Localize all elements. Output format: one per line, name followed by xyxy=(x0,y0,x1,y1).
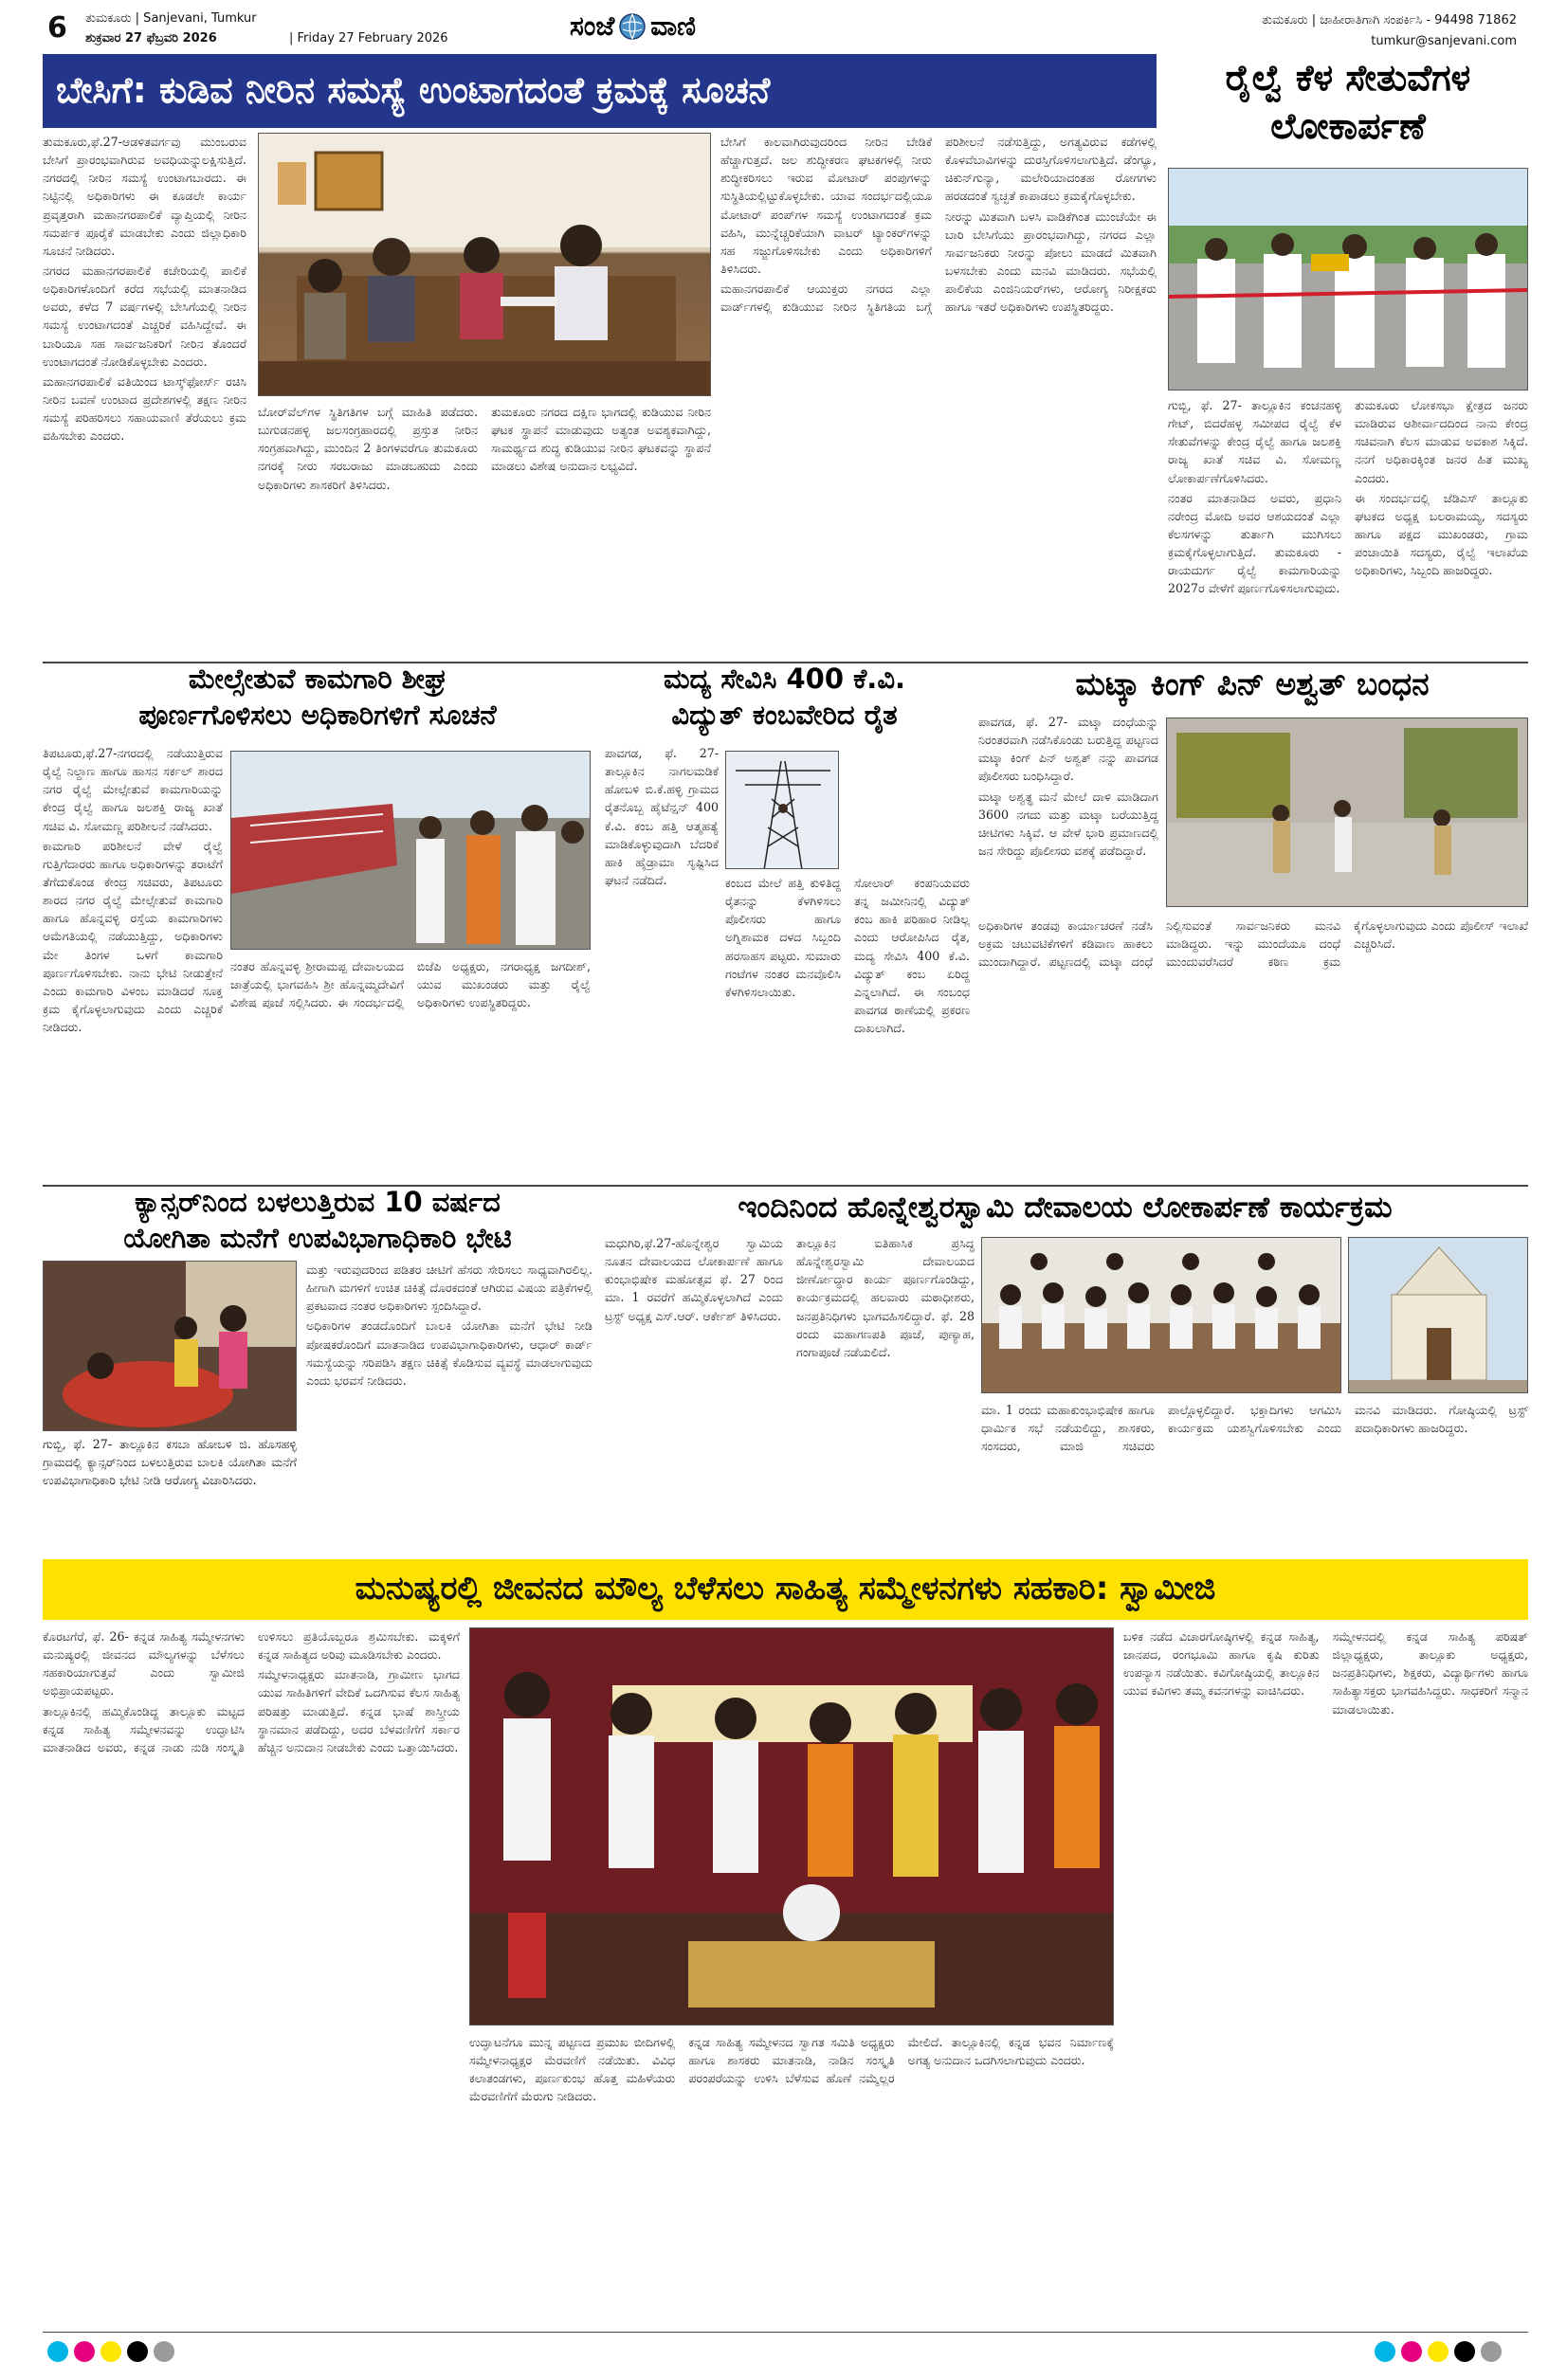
water-para: ಬೇಸಿಗೆ ಕಾಲವಾಗಿರುವುದರಿಂದ ನೀರಿನ ಬೇಡಿಕೆ ಹೆಚ್ಚಾಗುತ್ತದೆ. ಜಲ ಶುದ್ಧೀಕರಣ ಘಟಕಗಳಲ್ಲಿ ನೀರು ಶುದ್ಧೀಕರಿಸಲು ಇರುವ ಮೋಟಾರ್ ಪಂಪುಗಳನ್ನು ಸುಸ್ಥಿತಿಯಲ್ಲಿಟ್ಟುಕೊಳ್ಳಬೇಕು. ಯಾವ ಸಂದರ್ಭದಲ್ಲಿಯೂ ಮೋಟಾರ್ ಪಂಪ್‌ಗಳ ಸಮಸ್ಯೆ ಉಂಟಾಗದಂತೆ ಕ್ರಮ ವಹಿಸಿ, ಮುನ್ನೆಚ್ಚರಿಕೆಯಾಗಿ ವಾಟರ್ ಟ್ಯಾಂಕರ್‌ಗಳನ್ನು ಸಹ ಸಜ್ಜುಗೊಳಿಸಬೇಕು ಎಂದು ಅಧಿಕಾರಿಗಳಿಗೆ ತಿಳಿಸಿದರು. xyxy=(720,135,932,276)
date-kannada: ಶುಕ್ರವಾರ 27 ಫೆಬ್ರವರಿ 2026 xyxy=(85,31,217,45)
water-para: ಮಹಾನಗರಪಾಲಿಕೆ ಆಯುಕ್ತರು ನಗರದ ಎಲ್ಲಾ ವಾರ್ಡ್‌ಗಳಲ್ಲಿ ಕುಡಿಯುವ ನೀರಿನ ಸ್ಥಿತಿಗತಿಯ ಬಗ್ಗೆ ಪರಿಶೀಲನೆ ನಡೆಸುತ್ತಿದ್ದು, ಅಗತ್ಯವಿರುವ ಕಡೆಗಳಲ್ಲಿ ಕೊಳವೆಬಾವಿಗಳನ್ನು ದುರಸ್ತಿಗೊಳಿಸಲಾಗುತ್ತಿದೆ. ಡೆಂಗ್ಯೂ, ಚಿಕುನ್‌ಗುನ್ಯಾ, ಮಲೇರಿಯಾದಂತಹ ರೋಗಗಳು ಹರಡದಂತೆ ಸ್ವಚ್ಛತೆ ಕಾಪಾಡಲು ಕ್ರಮಕೈಗೊಳ್ಳಬೇಕು. xyxy=(720,135,1157,315)
sahitya-para: ಸಮ್ಮೇಳನಾಧ್ಯಕ್ಷರು ಮಾತನಾಡಿ, ಗ್ರಾಮೀಣ ಭಾಗದ ಯುವ ಸಾಹಿತಿಗಳಿಗೆ ವೇದಿಕೆ ಒದಗಿಸುವ ಕೆಲಸ ಸಾಹಿತ್ಯ ಪರಿಷತ್ತು ಮಾಡುತ್ತಿದೆ. ಕನ್ನಡ ಭಾಷೆ ಶಾಸ್ತ್ರೀಯ ಸ್ಥಾನಮಾನ ಪಡೆದಿದ್ದು, ಅದರ ಬೆಳವಣಿಗೆಗೆ ಸರ್ಕಾರ ಹೆಚ್ಚಿನ ಅನುದಾನ ನೀಡಬೇಕು ಎಂದು ಒತ್ತಾಯಿಸಿದರು. xyxy=(258,1667,460,1754)
cancer-para: ಮತ್ತು ಇರುವುದರಿಂದ ಪಡಿತರ ಚೀಟಿಗೆ ಹೆಸರು ಸೇರಿಸಲು ಸಾಧ್ಯವಾಗಿರಲಿಲ್ಲ. ಹೀಗಾಗಿ ಮಗಳಿಗೆ ಉಚಿತ ಚಿಕಿತ್ಸೆ ದೊರಕದಂತೆ ಆಗಿರುವ ವಿಷಯ ಪತ್ರಿಕೆಗಳಲ್ಲಿ ಪ್ರಕಟವಾದ ನಂತರ ಅಧಿಕಾರಿಗಳು ಸ್ಪಂದಿಸಿದ್ದಾರೆ. xyxy=(306,1263,592,1314)
sahitya-para: ಉದ್ಘಾಟನೆಗೂ ಮುನ್ನ ಪಟ್ಟಣದ ಪ್ರಮುಖ ಬೀದಿಗಳಲ್ಲಿ ಸಮ್ಮೇಳನಾಧ್ಯಕ್ಷರ ಮೆರವಣಿಗೆ ನಡೆಯಿತು. ವಿವಿಧ ಕಲಾತಂಡಗಳು, ಪೂರ್ಣಕುಂಭ ಹೊತ್ತ ಮಹಿಳೆಯರು ಮೆರವಣಿಗೆಗೆ ಮೆರುಗು ನೀಡಿದರು. xyxy=(469,2035,676,2104)
globe-icon xyxy=(618,12,647,41)
water-meeting-photo xyxy=(258,133,711,396)
electric-body-2 xyxy=(725,874,970,1180)
cancer-headline-2: ಯೋಗಿತಾ ಮನೆಗೆ ಉಪವಿಭಾಗಾಧಿಕಾರಿ ಭೇಟಿ xyxy=(123,1222,512,1254)
temple-headline: ಇಂದಿನಿಂದ ಹೊನ್ನೇಶ್ವರಸ್ವಾಮಿ ದೇವಾಲಯ ಲೋಕಾರ್ಪಣೆ ಕಾರ್ಯಕ್ರಮ xyxy=(738,1190,1393,1225)
flyover-para: ಕಾಮಗಾರಿ ಪರಿಶೀಲನೆ ವೇಳೆ ರೈಲ್ವೆ ಗುತ್ತಿಗೆದಾರರು ಹಾಗೂ ಅಧಿಕಾರಿಗಳನ್ನು ತರಾಟೆಗೆ ತೆಗೆದುಕೊಂಡ ಕೇಂದ್ರ ಸಚಿವರು, ತಿಪಟೂರು ಶಾರದ ನಗರ ರೈಲ್ವೆ ಮೇಲ್ಸೇತುವೆ ಕಾಮಗಾರಿ ಹಾಗೂ ಹೊನ್ನವಳ್ಳಿ ರಸ್ತೆಯ ಕಾಮಗಾರಿಗಳು ಆಮೆಗತಿಯಲ್ಲಿ ನಡೆಯುತ್ತಿದ್ದು, ಅಧಿಕಾರಿಗಳು ಮೇ ತಿಂಗಳ ಒಳಗೆ ಕಾಮಗಾರಿ ಪೂರ್ಣಗೊಳಿಸಬೇಕು. ನಾನು ಭೇಟಿ ನೀಡುತ್ತೇನೆ ಎಂದು ಕಾಮಗಾರಿ ವಿಳಂಬ ಮಾಡಿದರೆ ಸೂಕ್ತ ಕ್ರಮ ಕೈಗೊಳ್ಳಲಾಗುವುದು ಎಂದು ಎಚ್ಚರಿಕೆ ನೀಡಿದರು. xyxy=(43,838,223,1035)
footer-divider xyxy=(43,2332,1528,2333)
water-headline: ಬೇಸಿಗೆ: ಕುಡಿವ ನೀರಿನ ಸಮಸ್ಯೆ ಉಂಟಾಗದಂತೆ ಕ್ರಮಕ್ಕೆ ಸೂಚನೆ xyxy=(56,69,771,112)
water-body-left xyxy=(43,133,246,659)
water-body-right xyxy=(720,133,1157,659)
cancer-para: ಅಧಿಕಾರಿಗಳ ತಂಡದೊಂದಿಗೆ ಬಾಲಕಿ ಯೋಗಿತಾ ಮನೆಗೆ ಭೇಟಿ ನೀಡಿ ಪೋಷಕರೊಂದಿಗೆ ಮಾತನಾಡಿದ ಉಪವಿಭಾಗಾಧಿಕಾರಿಗಳು, ಆಧಾರ್ ಕಾರ್ಡ್ ಸಮಸ್ಯೆಯನ್ನು ಸರಿಪಡಿಸಿ ತಕ್ಷಣ ಚಿಕಿತ್ಸೆ ಕೊಡಿಸುವ ವ್ಯವಸ್ಥೆ ಮಾಡಲಾಗುವುದು ಎಂದು ಭರವಸೆ ನೀಡಿದರು. xyxy=(306,1318,592,1388)
electric-para: ಕಂಬದ ಮೇಲೆ ಹತ್ತಿ ಕುಳಿತಿದ್ದ ರೈತನನ್ನು ಕೆಳಗಿಳಿಸಲು ಪೊಲೀಸರು ಹಾಗೂ ಅಗ್ನಿಶಾಮಕ ದಳದ ಸಿಬ್ಬಂದಿ ಹರಸಾಹಸ ಪಟ್ಟರು. ಸುಮಾರು ಗಂಟೆಗಳ ನಂತರ ಮನವೊಲಿಸಿ ಕೆಳಗಿಳಿಸಲಾಯಿತು. xyxy=(725,876,841,999)
temple-para: ತಾಲ್ಲೂಕಿನ ಐತಿಹಾಸಿಕ ಪ್ರಸಿದ್ಧ ಹೊನ್ನೇಶ್ವರಸ್ವಾಮಿ ದೇವಾಲಯದ ಜೀರ್ಣೋದ್ಧಾರ ಕಾರ್ಯ ಪೂರ್ಣಗೊಂಡಿದ್ದು, ಕಾರ್ಯಕ್ರಮದಲ್ಲಿ ಹಲವಾರು ಮಠಾಧೀಶರು, ಜನಪ್ರತಿನಿಧಿಗಳು ಭಾಗವಹಿಸಲಿದ್ದಾರೆ. ಫೆ. 28 ರಂದು ಮಹಾಗಣಪತಿ ಪೂಜೆ, ಪುಣ್ಯಾಹ, ಗಂಗಾಪೂಜೆ ನಡೆಯಲಿದೆ. xyxy=(796,1236,975,1359)
temple-building-photo xyxy=(1348,1237,1528,1393)
color-registration-marks xyxy=(1375,2341,1526,2370)
logo-text-left: ಸಂಜೆ xyxy=(570,10,615,42)
water-para: ನೀರನ್ನು ಮಿತವಾಗಿ ಬಳಸಿ ವಾಡಿಕೆಗಿಂತ ಮುಂಚೆಯೇ ಈ ಬಾರಿ ಬೇಸಿಗೆಯು ಪ್ರಾರಂಭವಾಗಿದ್ದು, ನಗರದ ಎಲ್ಲಾ ಸಾರ್ವಜನಿಕರು ನೀರನ್ನು ಪೋಲು ಮಾಡದೆ ಮಿತವಾಗಿ ಬಳಸಬೇಕು ಎಂದು ಮನವಿ ಮಾಡಿದರು. ಸಭೆಯಲ್ಲಿ ಪಾಲಿಕೆಯ ಎಂಜಿನಿಯರ್‌ಗಳು, ಆರೋಗ್ಯ ನಿರೀಕ್ಷಕರು ಹಾಗೂ ಇತರೆ ಅಧಿಕಾರಿಗಳು ಉಪಸ್ಥಿತರಿದ್ದರು. xyxy=(945,209,1157,315)
matka-headline: ಮಟ್ಕಾ ಕಿಂಗ್ ಪಿನ್ ಅಶ್ವತ್ ಬಂಧನ xyxy=(1075,665,1430,702)
flyover-headline-2: ಪೂರ್ಣಗೊಳಿಸಲು ಅಧಿಕಾರಿಗಳಿಗೆ ಸೂಚನೆ xyxy=(138,699,497,731)
sahitya-body-right xyxy=(1123,1627,1528,2324)
railway-inauguration-photo xyxy=(1168,168,1528,391)
railway-para: ತುಮಕೂರು ಲೋಕಸಭಾ ಕ್ಷೇತ್ರದ ಜನರು ಮಾಡಿರುವ ಆಶೀರ್ವಾದದಿಂದ ನಾನು ಕೇಂದ್ರ ಸಚಿವನಾಗಿ ಕೆಲಸ ಮಾಡುವ ಅವಕಾಶ ಸಿಕ್ಕಿದೆ. ನನಗೆ ಅಧಿಕಾರಕ್ಕಿಂತ ಜನರ ಹಿತ ಮುಖ್ಯ ಎಂದರು. xyxy=(1355,398,1528,485)
flyover-headline-1: ಮೇಲ್ಸೇತುವೆ ಕಾಮಗಾರಿ ಶೀಘ್ರ xyxy=(188,663,447,695)
water-para: ತುಮಕೂರು ನಗರದ ದಕ್ಷಿಣ ಭಾಗದಲ್ಲಿ ಕುಡಿಯುವ ನೀರಿನ ಘಟಕ ಸ್ಥಾಪನೆ ಮಾಡುವುದು ಅತ್ಯಂತ ಅವಶ್ಯಕವಾಗಿದ್ದು, ಸಾಮರ್ಥ್ಯದ ಶುದ್ಧ ಕುಡಿಯುವ ನೀರಿನ ಘಟಕವನ್ನು ಸ್ಥಾಪನೆ ಮಾಡಲು ವಿಶೇಷ ಅನುದಾನ ಲಭ್ಯವಿದೆ. xyxy=(491,405,711,474)
sahitya-para: ಬಳಿಕ ನಡೆದ ವಿಚಾರಗೋಷ್ಠಿಗಳಲ್ಲಿ ಕನ್ನಡ ಸಾಹಿತ್ಯ, ಜಾನಪದ, ರಂಗಭೂಮಿ ಹಾಗೂ ಕೃಷಿ ಕುರಿತು ಉಪನ್ಯಾಸ ನಡೆಯಿತು. ಕವಿಗೋಷ್ಠಿಯಲ್ಲಿ ತಾಲ್ಲೂಕಿನ ಯುವ ಕವಿಗಳು ತಮ್ಮ ಕವನಗಳನ್ನು ವಾಚಿಸಿದರು. xyxy=(1123,1629,1320,1699)
railway-headline: ರೈಲ್ವೆ ಕೆಳ ಸೇತುವೆಗಳ ಲೋಕಾರ್ಪಣೆ xyxy=(1225,57,1471,148)
flyover-para: ತಿಪಟೂರು,ಫೆ.27-ನಗರದಲ್ಲಿ ನಡೆಯುತ್ತಿರುವ ರೈಲ್ವೆ ನಿಲ್ದಾಣ ಹಾಗೂ ಹಾಸನ ಸರ್ಕಲ್ ಶಾರದ ನಗರ ರೈಲ್ವೆ ಮೇಲ್ಸೇತುವೆ ಕಾಮಗಾರಿಯನ್ನು ಕೇಂದ್ರ ರೈಲ್ವೆ ಹಾಗೂ ಜಲಶಕ್ತಿ ರಾಜ್ಯ ಖಾತೆ ಸಚಿವ ವಿ. ಸೋಮಣ್ಣ ಪರಿಶೀಲನೆ ನಡೆಸಿದರು. xyxy=(43,746,223,833)
edition-label: ತುಮಕೂರು | Sanjevani, Tumkur xyxy=(85,11,257,26)
masthead-logo xyxy=(507,8,758,45)
water-headline-banner xyxy=(43,54,1157,128)
temple-para: ಮಾ. 1 ರಂದು ಮಹಾಕುಂಭಾಭಿಷೇಕ ಹಾಗೂ ಧಾರ್ಮಿಕ ಸಭೆ ನಡೆಯಲಿದ್ದು, ಶಾಸಕರು, ಸಂಸದರು, ಮಾಜಿ ಸಚಿವರು ಪಾಲ್ಗೊಳ್ಳಲಿದ್ದಾರೆ. ಭಕ್ತಾದಿಗಳು ಆಗಮಿಸಿ ಕಾರ್ಯಕ್ರಮ ಯಶಸ್ವಿಗೊಳಿಸಬೇಕು ಎಂದು ಮನವಿ ಮಾಡಿದರು. ಗೋಷ್ಠಿಯಲ್ಲಿ ಟ್ರಸ್ಟ್ ಪದಾಧಿಕಾರಿಗಳು ಹಾಜರಿದ್ದರು. xyxy=(981,1403,1528,1454)
logo-text-right: ವಾಣಿ xyxy=(650,10,696,42)
sahitya-body-mid xyxy=(469,2033,1114,2324)
electric-tower-photo xyxy=(725,751,839,869)
matka-para: ಪಾವಗಡ, ಫೆ. 27- ಮಟ್ಕಾ ದಂಧೆಯನ್ನು ನಿರಂತರವಾಗಿ ನಡೆಸಿಕೊಂಡು ಬರುತ್ತಿದ್ದ ಪಟ್ಟಣದ ಮಟ್ಕಾ ಕಿಂಗ್ ಪಿನ್ ಅಶ್ವತ್ ನನ್ನು ಪಾವಗಡ ಪೊಲೀಸರು ಬಂಧಿಸಿದ್ದಾರೆ. xyxy=(978,715,1158,784)
railway-body xyxy=(1168,396,1528,657)
sahitya-para: ತಾಲ್ಲೂಕಿನಲ್ಲಿ ಹಮ್ಮಿಕೊಂಡಿದ್ದ ತಾಲ್ಲೂಕು ಮಟ್ಟದ ಕನ್ನಡ ಸಾಹಿತ್ಯ ಸಮ್ಮೇಳನವನ್ನು ಉದ್ಘಾಟಿಸಿ ಮಾತನಾಡಿದ ಅವರು, ಕನ್ನಡ ನಾಡು ನುಡಿ ಸಂಸ್ಕೃತಿ ಉಳಿಸಲು ಪ್ರತಿಯೊಬ್ಬರೂ ಶ್ರಮಿಸಬೇಕು. ಮಕ್ಕಳಿಗೆ ಕನ್ನಡ ಸಾಹಿತ್ಯದ ಅರಿವು ಮೂಡಿಸಬೇಕು ಎಂದರು. xyxy=(43,1629,460,1754)
railway-para: ನಂತರ ಮಾತನಾಡಿದ ಅವರು, ಪ್ರಧಾನಿ ನರೇಂದ್ರ ಮೋದಿ ಅವರ ಆಶಯದಂತೆ ಎಲ್ಲಾ ಕೆಲಸಗಳನ್ನು ತುರ್ತಾಗಿ ಮುಗಿಸಲು ಕ್ರಮಕೈಗೊಳ್ಳಲಾಗುತ್ತಿದೆ. ತುಮಕೂರು - ರಾಯದುರ್ಗ ರೈಲ್ವೆ ಕಾಮಗಾರಿಯನ್ನು 2027ರ ವೇಳೆಗೆ ಪೂರ್ಣಗೊಳಿಸಲಾಗುವುದು. xyxy=(1168,490,1341,596)
water-body-mid xyxy=(258,403,711,659)
sahitya-para: ಕೊರಟಗೆರೆ, ಫೆ. 26- ಕನ್ನಡ ಸಾಹಿತ್ಯ ಸಮ್ಮೇಳನಗಳು ಮನುಷ್ಯರಲ್ಲಿ ಜೀವನದ ಮೌಲ್ಯಗಳನ್ನು ಬೆಳೆಸಲು ಸಹಕಾರಿಯಾಗುತ್ತವೆ ಎಂದು ಸ್ವಾಮೀಜಿ ಅಭಿಪ್ರಾಯಪಟ್ಟರು. xyxy=(43,1629,245,1699)
water-para: ಮಹಾನಗರಪಾಲಿಕೆ ವತಿಯಿಂದ ಟಾಸ್ಕ್‌ಫೋರ್ಸ್ ರಚಿಸಿ ನೀರಿನ ಬವಣೆ ಉಂಟಾದ ಪ್ರದೇಶಗಳಲ್ಲಿ ತಕ್ಷಣ ನೀರಿನ ಸಮಸ್ಯೆ ಪರಿಹರಿಸಲು ಸಹಾಯವಾಣಿ ತೆರೆಯಲು ಕ್ರಮ ವಹಿಸಬೇಕು ಎಂದರು. xyxy=(43,373,246,444)
water-para: ತುಮಕೂರು,ಫೆ.27-ಆಡಳಿತವರ್ಗವು ಮುಂಬರುವ ಬೇಸಿಗೆ ಪ್ರಾರಂಭವಾಗಿರುವ ಅವಧಿಯನ್ನುಲಕ್ಷಿಸುತ್ತಿದೆ. ನಗರದಲ್ಲಿ ನೀರಿನ ಸಮಸ್ಯೆ ಉಂಟಾಗಬಾರದು. ಈ ನಿಟ್ಟಿನಲ್ಲಿ ಅಧಿಕಾರಿಗಳು ಈ ಕೂಡಲೇ ಕಾರ್ಯ ಪ್ರವೃತ್ತರಾಗಿ ಮಹಾನಗರಪಾಲಿಕೆ ವ್ಯಾಪ್ತಿಯಲ್ಲಿ ನೀರಿನ ಸಮರ್ಪಕ ಪೂರೈಕೆ ಮಾಡಬೇಕು ಎಂದು ಜಿಲ್ಲಾಧಿಕಾರಿ ಸೂಚನೆ ನೀಡಿದರು. xyxy=(43,135,246,258)
matka-para: ಅಧಿಕಾರಿಗಳ ತಂಡವು ಕಾರ್ಯಾಚರಣೆ ನಡೆಸಿ ಅಕ್ರಮ ಚಟುವಟಿಕೆಗಳಿಗೆ ಕಡಿವಾಣ ಹಾಕಲು ಮುಂದಾಗಿದ್ದಾರೆ. ಪಟ್ಟಣದಲ್ಲಿ ಮಟ್ಕಾ ದಂಧೆ ನಿಲ್ಲಿಸುವಂತೆ ಸಾರ್ವಜನಿಕರು ಮನವಿ ಮಾಡಿದ್ದರು. ಇನ್ನು ಮುಂದೆಯೂ ದಂಧೆ ಮುಂದುವರೆಸಿದರೆ ಕಠಿಣ ಕ್ರಮ ಕೈಗೊಳ್ಳಲಾಗುವುದು ಎಂದು ಪೊಲೀಸ್ ಇಲಾಖೆ ಎಚ್ಚರಿಸಿದೆ. xyxy=(978,918,1528,970)
railway-para: ಗುಬ್ಬಿ, ಫೆ. 27- ತಾಲ್ಲೂಕಿನ ಕಂಚನಹಳ್ಳಿ ಗೇಟ್, ಬಿದರೆಹಳ್ಳ ಸಮೀಪದ ರೈಲ್ವೆ ಕೆಳ ಸೇತುವೆಗಳನ್ನು ಕೇಂದ್ರ ರೈಲ್ವೆ ಹಾಗೂ ಜಲಶಕ್ತಿ ರಾಜ್ಯ ಖಾತೆ ಸಚಿವ ವಿ. ಸೋಮಣ್ಣ ಲೋಕಾರ್ಪಣೆಗೊಳಿಸಿದರು. xyxy=(1168,398,1341,485)
matka-body-bottom xyxy=(978,917,1528,1180)
railway-para: ಈ ಸಂದರ್ಭದಲ್ಲಿ ಜೆಡಿಎಸ್ ತಾಲ್ಲೂಕು ಘಟಕದ ಅಧ್ಯಕ್ಷ ಬಲರಾಮಯ್ಯ, ಸದಸ್ಯರು ಹಾಗೂ ಪಕ್ಷದ ಮುಖಂಡರು, ಗ್ರಾಮ ಪಂಚಾಯಿತಿ ಸದಸ್ಯರು, ರೈಲ್ವೆ ಇಲಾಖೆಯ ಅಧಿಕಾರಿಗಳು, ಸಿಬ್ಬಂದಿ ಹಾಜರಿದ್ದರು. xyxy=(1355,490,1528,578)
temple-press-photo xyxy=(981,1237,1341,1393)
matka-street-photo xyxy=(1166,718,1528,907)
flyover-inspection-photo xyxy=(230,751,591,950)
matka-body-top xyxy=(978,713,1158,912)
temple-body-right xyxy=(981,1401,1528,1517)
cancer-photo-caption: ಗುಬ್ಬಿ, ಫೆ. 27- ತಾಲ್ಲೂಕಿನ ಕಸಬಾ ಹೋಬಳಿ ಜಿ. ಹೊಸಹಳ್ಳಿ ಗ್ರಾಮದಲ್ಲಿ ಕ್ಯಾನ್ಸರ್‌ನಿಂದ ಬಳಲುತ್ತಿರುವ ಬಾಲಕಿ ಯೋಗಿತಾ ಮನೆಗೆ ಉಪವಿಭಾಗಾಧಿಕಾರಿ ಭೇಟಿ ನೀಡಿ ಆರೋಗ್ಯ ವಿಚಾರಿಸಿದರು. xyxy=(43,1437,297,1487)
cancer-visit-photo xyxy=(43,1261,297,1431)
water-para: ನಗರದ ಮಹಾನಗರಪಾಲಿಕೆ ಕಚೇರಿಯಲ್ಲಿ ಪಾಲಿಕೆ ಅಧಿಕಾರಿಗಳೊಂದಿಗೆ ಕರೆದ ಸಭೆಯಲ್ಲಿ ಮಾತನಾಡಿದ ಅವರು, ಕಳೆದ 7 ವರ್ಷಗಳಲ್ಲಿ ಬೇಸಿಗೆಯಲ್ಲಿ ನೀರಿನ ಸಮಸ್ಯೆ ಉಂಟಾಗದಂತೆ ಎಚ್ಚರಿಕೆ ವಹಿಸಿದ್ದೇವೆ. ಈ ಬಾರಿಯೂ ಸಹ ಸಾರ್ವಜನಿಕರಿಗೆ ನೀರಿನ ತೊಂದರೆ ಉಂಟಾಗದಂತೆ ನೋಡಿಕೊಳ್ಳಬೇಕು ಎಂದರು. xyxy=(43,263,246,369)
flyover-para: ನಂತರ ಹೊನ್ನವಳ್ಳಿ ಶ್ರೀರಾಮಪ್ಪ ದೇವಾಲಯದ ಜಾತ್ರೆಯಲ್ಲಿ ಭಾಗವಹಿಸಿ ಶ್ರೀ ಹೊನ್ನಮ್ಮದೇವಿಗೆ ವಿಶೇಷ ಪೂಜೆ ಸಲ್ಲಿಸಿದರು. ಈ ಸಂದರ್ಭದಲ್ಲಿ ಬಿಜೆಪಿ ಅಧ್ಯಕ್ಷರು, ನಗರಾಧ್ಯಕ್ಷ ಜಗದೀಶ್, ಯುವ ಮುಖಂಡರು ಮತ್ತು ರೈಲ್ವೆ ಅಧಿಕಾರಿಗಳು ಉಪಸ್ಥಿತರಿದ್ದರು. xyxy=(230,959,591,1010)
sahitya-headline-banner xyxy=(43,1559,1528,1620)
date-english: | Friday 27 February 2026 xyxy=(289,31,448,45)
electric-body-1 xyxy=(605,744,719,1180)
color-registration-marks xyxy=(47,2341,199,2370)
ad-contact: ತುಮಕೂರು | ಜಾಹೀರಾತಿಗಾಗಿ ಸಂಪರ್ಕಿಸಿ - 94498 71862 xyxy=(1262,13,1517,27)
temple-para: ಮಧುಗಿರಿ,ಫೆ.27-ಹೊನ್ನೇಶ್ವರ ಸ್ವಾಮಿಯ ನೂತನ ದೇವಾಲಯದ ಲೋಕಾರ್ಪಣೆ ಹಾಗೂ ಕುಂಭಾಭಿಷೇಕ ಮಹೋತ್ಸವ ಫೆ. 27 ರಿಂದ ಮಾ. 1 ರವರೆಗೆ ಹಮ್ಮಿಕೊಳ್ಳಲಾಗಿದೆ ಎಂದು ಟ್ರಸ್ಟ್ ಅಧ್ಯಕ್ಷ ಎಸ್.ಆರ್. ಆರ್ಕೇಶ್ ತಿಳಿಸಿದರು. xyxy=(605,1236,783,1323)
electric-para: ಪಾವಗಡ, ಫೆ. 27- ತಾಲ್ಲೂಕಿನ ನಾಗಲಮಡಿಕೆ ಹೋಬಳಿ ಬಿ.ಕೆ.ಹಳ್ಳಿ ಗ್ರಾಮದ ರೈತನೊಬ್ಬ ಹೈಟೆನ್ಷನ್ 400 ಕೆ.ವಿ. ಕಂಬ ಹತ್ತಿ ಆತ್ಮಹತ್ಯೆ ಮಾಡಿಕೊಳ್ಳುವುದಾಗಿ ಬೆದರಿಕೆ ಹಾಕಿ ಹೈಡ್ರಾಮಾ ಸೃಷ್ಟಿಸಿದ ಘಟನೆ ನಡೆದಿದೆ. xyxy=(605,746,719,887)
sahitya-stage-photo xyxy=(469,1627,1114,2026)
email-link[interactable]: tumkur@sanjevani.com xyxy=(1371,34,1517,48)
water-para: ಬೋರ್‌ವೆಲ್‌ಗಳ ಸ್ಥಿತಿಗತಿಗಳ ಬಗ್ಗೆ ಮಾಹಿತಿ ಪಡೆದರು. ಬುಗುಡನಹಳ್ಳಿ ಜಲಸಂಗ್ರಹಾರದಲ್ಲಿ ಪ್ರಸ್ತುತ ನೀರಿನ ಸಂಗ್ರಹವಾಗಿದ್ದು, ಮುಂದಿನ 2 ತಿಂಗಳವರೆಗೂ ತುಮಕೂರು ನಗರಕ್ಕೆ ನೀರು ಸರಬರಾಜು ಮಾಡಬಹುದು ಎಂದು ಅಧಿಕಾರಿಗಳು ಶಾಸಕರಿಗೆ ತಿಳಿಸಿದರು. xyxy=(258,405,478,492)
electric-headline-1: ಮದ್ಯ ಸೇವಿಸಿ 400 ಕೆ.ವಿ. xyxy=(663,663,906,695)
temple-body-left xyxy=(605,1234,975,1517)
cancer-headline-1: ಕ್ಯಾನ್ಸರ್‌ನಿಂದ ಬಳಲುತ್ತಿರುವ 10 ವರ್ಷದ xyxy=(135,1186,501,1218)
cancer-body xyxy=(306,1261,592,1517)
sahitya-body-left xyxy=(43,1627,460,2324)
flyover-body-left xyxy=(43,744,223,1180)
page-number: 6 xyxy=(47,11,67,45)
electric-headline-2: ವಿದ್ಯುತ್ ಕಂಬವೇರಿದ ರೈತ xyxy=(671,699,898,731)
electric-para: ಸೋಲಾರ್ ಕಂಪನಿಯವರು ತನ್ನ ಜಮೀನಿನಲ್ಲಿ ವಿದ್ಯುತ್ ಕಂಬ ಹಾಕಿ ಪರಿಹಾರ ನೀಡಿಲ್ಲ ಎಂದು ಆರೋಪಿಸಿದ ರೈತ, ಮದ್ಯ ಸೇವಿಸಿ 400 ಕೆ.ವಿ. ವಿದ್ಯುತ್ ಕಂಬ ಏರಿದ್ದ ಎನ್ನಲಾಗಿದೆ. ಈ ಸಂಬಂಧ ಪಾವಗಡ ಠಾಣೆಯಲ್ಲಿ ಪ್ರಕರಣ ದಾಖಲಾಗಿದೆ. xyxy=(854,876,970,1036)
sahitya-para: ಕನ್ನಡ ಸಾಹಿತ್ಯ ಸಮ್ಮೇಳನದ ಸ್ವಾಗತ ಸಮಿತಿ ಅಧ್ಯಕ್ಷರು ಹಾಗೂ ಶಾಸಕರು ಮಾತನಾಡಿ, ನಾಡಿನ ಸಂಸ್ಕೃತಿ ಪರಂಪರೆಯನ್ನು ಉಳಿಸಿ ಬೆಳೆಸುವ ಹೊಣೆ ನಮ್ಮೆಲ್ಲರ ಮೇಲಿದೆ. ತಾಲ್ಲೂಕಿನಲ್ಲಿ ಕನ್ನಡ ಭವನ ನಿರ್ಮಾಣಕ್ಕೆ ಅಗತ್ಯ ಅನುದಾನ ಒದಗಿಸಲಾಗುವುದು ಎಂದರು. xyxy=(688,2035,1114,2086)
sahitya-headline: ಮನುಷ್ಯರಲ್ಲಿ ಜೀವನದ ಮೌಲ್ಯ ಬೆಳೆಸಲು ಸಾಹಿತ್ಯ ಸಮ್ಮೇಳನಗಳು ಸಹಕಾರಿ: ಸ್ವಾಮೀಜಿ xyxy=(355,1570,1216,1608)
flyover-body-right xyxy=(230,957,591,1180)
sahitya-para: ಸಮ್ಮೇಳನದಲ್ಲಿ ಕನ್ನಡ ಸಾಹಿತ್ಯ ಪರಿಷತ್ ಜಿಲ್ಲಾಧ್ಯಕ್ಷರು, ತಾಲ್ಲೂಕು ಅಧ್ಯಕ್ಷರು, ಜನಪ್ರತಿನಿಧಿಗಳು, ಶಿಕ್ಷಕರು, ವಿದ್ಯಾರ್ಥಿಗಳು ಹಾಗೂ ಸಾಹಿತ್ಯಾಸಕ್ತರು ಭಾಗವಹಿಸಿದ್ದರು. ಸಾಧಕರಿಗೆ ಸನ್ಮಾನ ಮಾಡಲಾಯಿತು. xyxy=(1332,1629,1528,1717)
matka-para: ಮಟ್ಕಾ ಅಶ್ವತ್ಥ ಮನೆ ಮೇಲೆ ದಾಳಿ ಮಾಡಿದಾಗ 3600 ನಗದು ಮತ್ತು ಮಟ್ಕಾ ಬರೆಯುತ್ತಿದ್ದ ಚೀಟಿಗಳು ಸಿಕ್ಕಿವೆ. ಆ ವೇಳೆ ಭಾರಿ ಪ್ರಮಾಣದಲ್ಲಿ ಜನ ಸೇರಿದ್ದು ಪೊಲೀಸರು ವಶಕ್ಕೆ ಪಡೆದಿದ್ದಾರೆ. xyxy=(978,789,1158,858)
